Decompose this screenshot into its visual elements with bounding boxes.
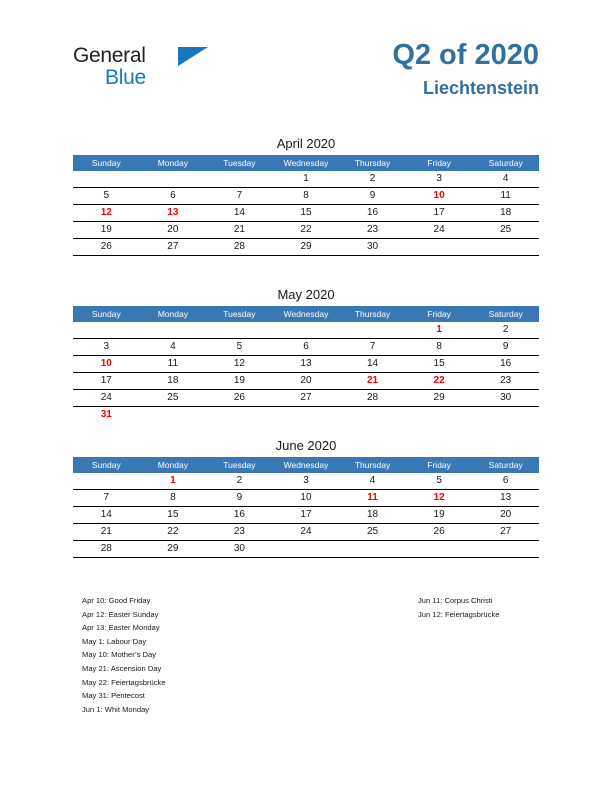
calendar-day[interactable]: 8	[140, 490, 207, 507]
calendar-week-row	[73, 188, 539, 205]
calendar-day[interactable]: 27	[140, 239, 207, 256]
weekday-header-friday: Friday	[406, 306, 473, 322]
calendar-day[interactable]: 2	[339, 171, 406, 188]
calendar-day[interactable]: 11	[472, 188, 539, 205]
general-blue-logo	[73, 44, 273, 92]
calendar-day-empty	[273, 322, 340, 339]
calendar-day[interactable]: 3	[73, 339, 140, 356]
calendar-day-empty	[206, 407, 273, 424]
weekday-header-sunday: Sunday	[73, 457, 140, 473]
calendar-day[interactable]: 9	[206, 490, 273, 507]
calendar-day[interactable]: 6	[273, 339, 340, 356]
calendar-day[interactable]: 15	[273, 205, 340, 222]
calendar-day[interactable]: 6	[472, 473, 539, 490]
calendar-day[interactable]: 5	[406, 473, 473, 490]
calendar-week-row	[73, 339, 539, 356]
calendar-day[interactable]: 5	[73, 188, 140, 205]
calendar-day[interactable]: 20	[140, 222, 207, 239]
calendar-day[interactable]: 27	[472, 524, 539, 541]
calendar-day[interactable]: 28	[73, 541, 140, 558]
calendar-week-row	[73, 205, 539, 222]
calendar-day-empty	[406, 407, 473, 424]
triangle-logo-mark-icon	[178, 47, 208, 66]
weekday-header-friday: Friday	[406, 457, 473, 473]
calendar-day[interactable]: 10	[273, 490, 340, 507]
calendar-day[interactable]: 5	[206, 339, 273, 356]
calendar-table	[73, 155, 539, 256]
weekday-header-monday: Monday	[140, 306, 207, 322]
holiday-legend-item: Apr 10: Good Friday	[82, 596, 151, 605]
calendar-day[interactable]: 9	[472, 339, 539, 356]
calendar-day-holiday[interactable]: 31	[100, 409, 112, 420]
title-block	[392, 38, 539, 100]
calendar-day-empty	[273, 407, 340, 424]
calendar-day-holiday[interactable]: 11	[339, 490, 406, 507]
weekday-header-row	[73, 155, 539, 171]
weekday-header-sunday: Sunday	[73, 155, 140, 171]
holiday-legend-item: Jun 1: Whit Monday	[82, 704, 150, 714]
calendar-day[interactable]: 19	[406, 507, 473, 524]
calendar-day-empty	[339, 322, 406, 339]
calendar-day-empty	[73, 171, 140, 188]
weekday-header-saturday: Saturday	[472, 306, 539, 322]
calendar-day[interactable]: 23	[339, 222, 406, 239]
calendar-day[interactable]: 20	[472, 507, 539, 524]
weekday-header-saturday: Saturday	[472, 457, 539, 473]
calendar-month-block	[73, 438, 539, 558]
page-header	[0, 0, 612, 130]
calendar-day[interactable]: 15	[140, 507, 207, 524]
calendar-day[interactable]: 22	[273, 222, 340, 239]
weekday-header-monday: Monday	[140, 155, 207, 171]
calendar-month-block	[73, 136, 539, 256]
holiday-legend-item: Apr 12: Easter Sunday	[82, 609, 159, 619]
weekday-header-monday: Monday	[140, 457, 207, 473]
calendar-day-empty	[472, 407, 539, 424]
calendar-week-row	[73, 541, 539, 558]
weekday-header-wednesday: Wednesday	[273, 155, 340, 171]
calendar-day-empty	[73, 322, 140, 339]
calendar-day-holiday[interactable]: 1	[140, 473, 207, 490]
holiday-legend-item: May 22: Feiertagsbrücke	[82, 677, 166, 687]
calendar-day[interactable]: 9	[339, 188, 406, 205]
calendar-day[interactable]: 30	[339, 239, 406, 256]
calendar-day[interactable]: 14	[339, 356, 406, 373]
calendar-day-empty	[406, 541, 473, 558]
calendar-day-empty	[140, 407, 207, 424]
weekday-header-thursday: Thursday	[339, 457, 406, 473]
calendar-day[interactable]: 3	[273, 473, 340, 490]
calendar-day-empty	[472, 239, 539, 256]
calendar-day-holiday[interactable]: 12	[73, 205, 140, 222]
calendar-day[interactable]: 8	[273, 188, 340, 205]
calendar-month-block	[73, 287, 539, 423]
calendar-day[interactable]: 7	[73, 490, 140, 507]
calendar-day[interactable]: 16	[472, 356, 539, 373]
calendar-day[interactable]: 24	[73, 390, 140, 407]
holiday-legend-item: Jun 12: Feiertagsbrücke	[418, 609, 500, 619]
calendar-day[interactable]: 7	[206, 188, 273, 205]
calendar-day-empty	[206, 322, 273, 339]
calendar-day[interactable]: 24	[273, 524, 340, 541]
calendar-day[interactable]: 29	[406, 390, 473, 407]
calendar-week-row	[73, 390, 539, 407]
calendar-day[interactable]: 26	[206, 390, 273, 407]
calendar-day[interactable]: 13	[472, 490, 539, 507]
calendar-day[interactable]: 19	[73, 222, 140, 239]
month-title: May 2020	[277, 287, 335, 302]
calendar-week-row	[73, 239, 539, 256]
weekday-header-wednesday: Wednesday	[273, 306, 340, 322]
calendar-day-empty	[73, 473, 140, 490]
weekday-header-saturday: Saturday	[472, 155, 539, 171]
calendar-day[interactable]: 23	[206, 524, 273, 541]
calendar-day[interactable]: 29	[273, 239, 340, 256]
weekday-header-tuesday: Tuesday	[206, 155, 273, 171]
calendar-week-row	[73, 473, 539, 490]
weekday-header-friday: Friday	[406, 155, 473, 171]
calendar-day[interactable]: 4	[472, 171, 539, 188]
logo-text-blue: Blue	[105, 66, 146, 89]
calendar-day-holiday[interactable]: 22	[406, 373, 473, 390]
weekday-header-wednesday: Wednesday	[273, 457, 340, 473]
calendar-day[interactable]: 16	[339, 205, 406, 222]
calendar-day[interactable]: 11	[140, 356, 207, 373]
calendar-day-holiday[interactable]: 13	[140, 205, 207, 222]
calendar-day-empty	[140, 322, 207, 339]
holiday-legend-item: Apr 13: Easter Monday	[82, 623, 160, 633]
calendar-day[interactable]: 30	[472, 390, 539, 407]
weekday-header-tuesday: Tuesday	[206, 457, 273, 473]
holiday-legend-item: May 1: Labour Day	[82, 636, 147, 646]
calendar-day[interactable]: 14	[73, 507, 140, 524]
calendar-day[interactable]: 30	[206, 541, 273, 558]
holiday-legend-column-right	[418, 594, 499, 621]
calendar-day[interactable]: 17	[73, 373, 140, 390]
calendar-day-holiday[interactable]: 1	[406, 322, 473, 339]
weekday-header-row	[73, 306, 539, 322]
calendar-day[interactable]: 2	[472, 322, 539, 339]
logo-text-general: General	[73, 44, 146, 67]
calendar-day[interactable]: 17	[406, 205, 473, 222]
calendar-day[interactable]: 20	[273, 373, 340, 390]
weekday-header-tuesday: Tuesday	[206, 306, 273, 322]
calendar-day[interactable]: 13	[273, 356, 340, 373]
calendar-day[interactable]: 29	[140, 541, 207, 558]
holiday-legend-item: May 10: Mother’s Day	[82, 650, 156, 660]
calendar-day-empty	[339, 541, 406, 558]
calendar-day[interactable]: 28	[206, 239, 273, 256]
calendar-day[interactable]: 23	[472, 373, 539, 390]
calendar-day-empty	[273, 541, 340, 558]
calendar-day-empty	[140, 171, 207, 188]
page-subtitle: Liechtenstein	[422, 78, 539, 98]
calendar-day-holiday[interactable]: 10	[406, 188, 473, 205]
calendar-day[interactable]: 4	[339, 473, 406, 490]
calendar-day[interactable]: 26	[406, 524, 473, 541]
holiday-legend-item: Jun 11: Corpus Christi	[418, 596, 493, 605]
calendar-week-row	[73, 407, 539, 424]
holiday-legend	[0, 594, 612, 724]
holiday-legend-item: May 21: Ascension Day	[82, 663, 162, 673]
holiday-legend-item: May 31: Pentecost	[82, 691, 145, 701]
calendar-day[interactable]: 2	[206, 473, 273, 490]
calendar-day[interactable]: 4	[140, 339, 207, 356]
calendar-week-row	[73, 524, 539, 541]
calendar-week-row	[73, 171, 539, 188]
calendar-day[interactable]: 3	[406, 171, 473, 188]
weekday-header-sunday: Sunday	[73, 306, 140, 322]
calendar-day[interactable]: 21	[73, 524, 140, 541]
calendar-day-empty	[406, 239, 473, 256]
calendar-day[interactable]: 19	[206, 373, 273, 390]
calendar-day[interactable]: 14	[206, 205, 273, 222]
calendar-day[interactable]: 8	[406, 339, 473, 356]
calendar-day[interactable]: 26	[73, 239, 140, 256]
calendar-day-empty	[339, 407, 406, 424]
calendar-day[interactable]: 25	[140, 390, 207, 407]
calendar-day[interactable]: 12	[206, 356, 273, 373]
calendar-week-row	[73, 507, 539, 524]
calendar-day[interactable]: 15	[406, 356, 473, 373]
calendar-day[interactable]: 18	[140, 373, 207, 390]
calendar-week-row	[73, 222, 539, 239]
calendar-day[interactable]: 18	[472, 205, 539, 222]
calendar-day[interactable]: 28	[339, 390, 406, 407]
weekday-header-thursday: Thursday	[339, 306, 406, 322]
weekday-header-row	[73, 457, 539, 473]
calendar-table	[73, 457, 539, 558]
page-title: Q2 of 2020	[392, 39, 539, 71]
calendar-day-holiday[interactable]: 10	[73, 356, 140, 373]
calendar-day[interactable]: 22	[140, 524, 207, 541]
calendar-day[interactable]: 25	[339, 524, 406, 541]
calendar-week-row	[73, 356, 539, 373]
calendar-day[interactable]: 21	[206, 222, 273, 239]
calendar-day[interactable]: 16	[206, 507, 273, 524]
holiday-legend-column-left	[82, 594, 166, 716]
calendar-day-holiday[interactable]: 21	[339, 373, 406, 390]
month-title: June 2020	[275, 438, 337, 453]
calendar-day[interactable]: 6	[140, 188, 207, 205]
calendar-table	[73, 306, 539, 423]
calendar-week-row	[73, 373, 539, 390]
calendar-week-row	[73, 322, 539, 339]
calendar-week-row	[73, 490, 539, 507]
calendar-day[interactable]: 7	[339, 339, 406, 356]
calendar-day[interactable]: 27	[273, 390, 340, 407]
calendar-day[interactable]: 17	[273, 507, 340, 524]
weekday-header-thursday: Thursday	[339, 155, 406, 171]
calendar-day[interactable]: 18	[339, 507, 406, 524]
calendar-day[interactable]: 24	[406, 222, 473, 239]
calendar-day[interactable]: 1	[273, 171, 340, 188]
calendar-day[interactable]: 25	[472, 222, 539, 239]
calendar-day-empty	[472, 541, 539, 558]
month-title: April 2020	[276, 136, 336, 151]
calendar-day-empty	[206, 171, 273, 188]
calendar-day-holiday[interactable]: 12	[406, 490, 473, 507]
